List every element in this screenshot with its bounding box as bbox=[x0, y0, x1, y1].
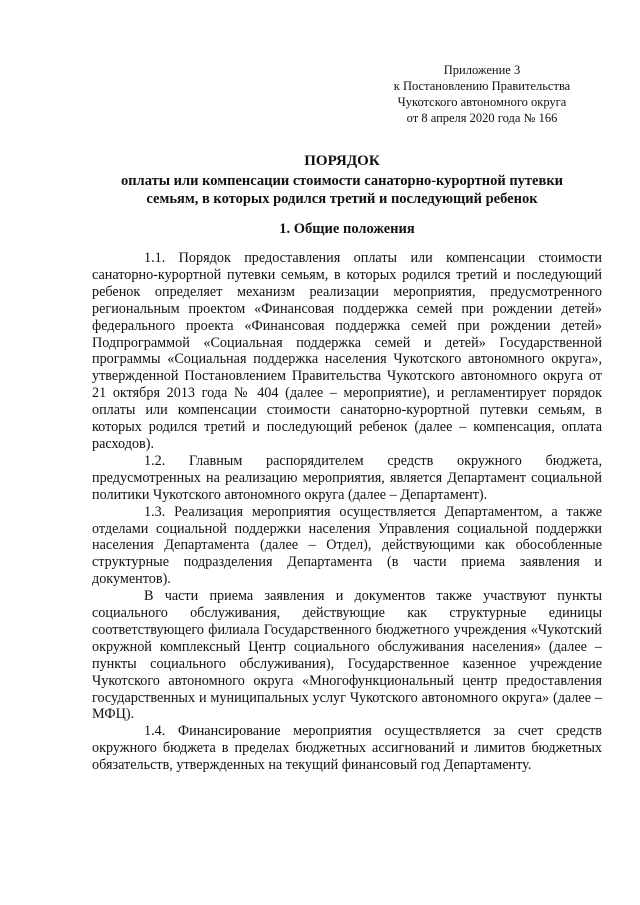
document-title bbox=[92, 152, 592, 208]
annex-reference: к Постановлению Правительства bbox=[393, 79, 571, 93]
paragraph-1-2: 1.2. Главным распорядителем средств окружного бюджета, предусмотренных на реализацию мероприятия, является Департамент социальной политики Чукотского автономного округа (далее – Департамент). bbox=[92, 452, 602, 503]
title-heading: ПОРЯДОК bbox=[304, 153, 380, 169]
paragraph-1-1: 1.1. Порядок предоставления оплаты или компенсации стоимости санаторно-курортной путевки семьям, в которых родился третий и последующий ребенок определяет механизм реализации мероприятия, предусмотренного региональным проектом «Финансовая поддержка семей при рождении детей» федерального проекта «Финансовая поддержка семей при рождении детей» Подпрограммой «Социальная поддержка семей и детей» Государственной программы «Социальная поддержка населения Чукотского автономного округа», утвержденной Постановлением Правительства Чукотского автономного округа от 21 октября 2013 года № 404 (далее – мероприятие), и регламентирует порядок оплаты или компенсации стоимости санаторно-курортной путевки семьям, в которых родился третий и последующий ребенок (далее – компенсация, оплата расходов). bbox=[92, 250, 602, 452]
document-body bbox=[92, 250, 602, 774]
title-line-2: семьям, в которых родился третий и последующий ребенок bbox=[146, 191, 538, 207]
section-heading: 1. Общие положения bbox=[279, 221, 415, 237]
paragraph-1-4: 1.4. Финансирование мероприятия осуществляется за счет средств окружного бюджета в пределах бюджетных ассигнований и лимитов бюджетных обязательств, утвержденных на текущий финансовый год Департаменту. bbox=[92, 723, 602, 774]
annex-date: от 8 апреля 2020 года № 166 bbox=[406, 111, 558, 125]
annex-block bbox=[372, 62, 592, 126]
title-line-1: оплаты или компенсации стоимости санаторно-курортной путевки bbox=[120, 173, 564, 189]
annex-region: Чукотского автономного округа bbox=[397, 95, 567, 109]
paragraph-1-3-continued: В части приема заявления и документов также участвуют пункты социального обслуживания, действующие как структурные единицы соответствующего филиала Государственного бюджетного учреждения «Чукотский окружной комплексный Центр социального обслуживания населения» (далее – пункты социального обслуживания), Государственное казенное учреждение Чукотского автономного округа «Многофункциональный центр предоставления государственных и муниципальных услуг Чукотского автономного округа» (далее – МФЦ). bbox=[92, 588, 602, 723]
paragraph-1-3: 1.3. Реализация мероприятия осуществляется Департаментом, а также отделами социальной поддержки населения Управления социальной поддержки населения Департамента (далее – Отдел), действующими как обособленные структурные подразделения Департамента (в части приема заявления и документов). bbox=[92, 503, 602, 588]
annex-number: Приложение 3 bbox=[443, 63, 521, 77]
